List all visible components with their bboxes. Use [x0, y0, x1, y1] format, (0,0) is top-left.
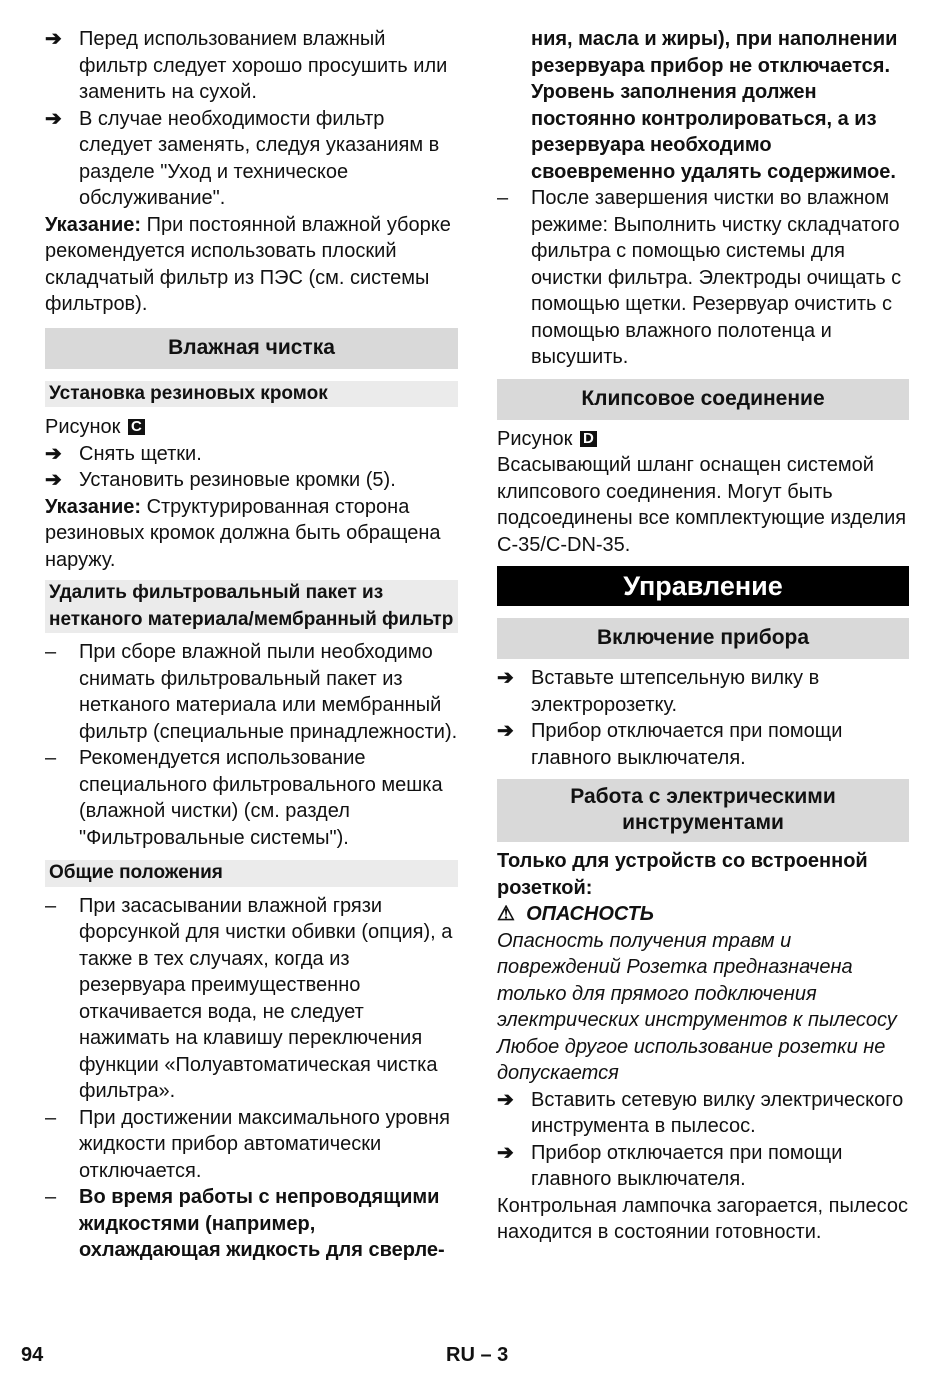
dash-icon: – — [45, 641, 57, 663]
arrow-icon: ➔ — [497, 1088, 514, 1111]
clip-paragraph: Всасывающий шланг оснащен системой клипсового соединения. Могут быть подсоединены все комплектующие изделия C-35/C-DN-35. — [497, 454, 907, 556]
dash-list-item: – При сборе влажной пыли необходимо снимать фильтровальный пакет из нетканого материала или мембранный фильтр (специальные принадлежности). — [45, 641, 458, 743]
page-number: 94 — [21, 1344, 44, 1366]
danger-text: Опасность получения травм и повреждений Розетка предназначена только для прямого подключения электрических инструментов к пылесосу Любое другое использование розетки не допускается — [497, 929, 897, 1084]
dash-icon: – — [497, 187, 509, 209]
section-heading-clip-connection: Клипсовое соединение — [497, 379, 909, 420]
note-paragraph: Указание: Структурированная сторона резиновых кромок должна быть обращена наружу. — [45, 495, 441, 571]
arrow-icon: ➔ — [45, 442, 62, 465]
dash-list-item: – При достижении максимального уровня жидкости прибор автоматически отключается. — [45, 1106, 451, 1182]
bullet-arrow-item: ➔ Установить резиновые кромки (5). — [45, 467, 458, 494]
dash-icon: – — [45, 894, 57, 917]
arrow-icon: ➔ — [45, 28, 62, 50]
bullet-arrow-item: ➔ Вставьте штепсельную вилку в электророзетку. — [497, 667, 820, 716]
dash-icon: – — [45, 747, 57, 769]
arrow-icon: ➔ — [45, 469, 62, 491]
dash-list-item-bold: – Во время работы с непроводящими жидкостями (например, охлаждающая жидкость для сверле- — [45, 1186, 445, 1261]
figure-reference: Рисунок D — [497, 426, 909, 453]
warning-triangle-icon: ⚠ — [497, 903, 515, 925]
section-heading-power-tools: Работа с электрическими инструментами — [497, 779, 909, 842]
arrow-icon: ➔ — [497, 667, 514, 689]
bullet-arrow-item: ➔ Прибор отключается при помощи главного выключателя. — [497, 1141, 843, 1190]
danger-heading: ⚠ ОПАСНОСТЬ — [497, 903, 654, 925]
dash-icon: – — [45, 1106, 57, 1129]
subsection-heading-rubber-lips: Установка резиновых кромок — [45, 381, 458, 408]
figure-d-badge: D — [580, 431, 597, 447]
section-heading-switch-on: Включение прибора — [497, 618, 909, 659]
bullet-arrow-item: ➔ Снять щетки. — [45, 441, 458, 468]
figure-reference: Рисунок C — [45, 414, 458, 441]
arrow-icon: ➔ — [497, 1141, 514, 1164]
section-heading-wet-cleaning: Влажная чистка — [45, 328, 458, 369]
dash-list-item: – После завершения чистки во влажном режиме: Выполнить чистку складчатого фильтра с помощью системы для очистки фильтра. Электроды очищать с помощью щетки. Резервуар очистить с помощью влажного полотенца и высушить. — [497, 187, 902, 368]
subsection-heading-general: Общие положения — [45, 860, 458, 887]
bullet-arrow-item: ➔ В случае необходимости фильтр следует заменять, следуя указаниям в разделе "Уход и техническое обслуживание". — [45, 107, 440, 209]
section-label: RU – 3 — [446, 1344, 509, 1366]
only-for-label: Только для устройств со встроенной розеткой: — [497, 850, 868, 899]
subsection-heading-remove-filter: Удалить фильтровальный пакет из нетканого материала/мембранный фильтр — [45, 580, 458, 633]
figure-c-badge: C — [128, 419, 145, 435]
bullet-arrow-item: ➔ Вставить сетевую вилку электрического инструмента в пылесос. — [497, 1088, 904, 1137]
right-column — [497, 26, 909, 1246]
dash-list-item: – Рекомендуется использование специального фильтровального мешка (влажной чистки) (см. раздел "Фильтровальные системы"). — [45, 747, 443, 849]
left-column — [45, 26, 458, 1264]
chapter-heading-control: Управление — [497, 566, 909, 606]
bullet-arrow-item: ➔ Перед использованием влажный фильтр следует хорошо просушить или заменить на сухой. — [45, 28, 448, 103]
note-paragraph: Указание: При постоянной влажной уборке рекомендуется использовать плоский складчатый фильтр из ПЭС (см. системы фильтров). — [45, 213, 451, 315]
dash-icon: – — [45, 1186, 57, 1208]
dash-list-item: – При засасывании влажной грязи форсункой для чистки обивки (опция), а также в тех случаях, когда из резервуара преимущественно откачивается вода, не следует нажимать на клавишу переключения функции «Полуавтоматическая чистка фильтра». — [45, 894, 453, 1102]
arrow-icon: ➔ — [45, 107, 62, 130]
bullet-arrow-item: ➔ Прибор отключается при помощи главного выключателя. — [497, 720, 843, 769]
lamp-paragraph: Контрольная лампочка загорается, пылесос находится в состоянии готовности. — [497, 1194, 908, 1243]
arrow-icon: ➔ — [497, 720, 514, 742]
continued-bold-text: ния, масла и жиры), при наполнении резервуара прибор не отключается. Уровень заполнения должен постоянно контролироваться, а из резервуара необходимо своевременно удалять содержимое. — [531, 28, 898, 183]
